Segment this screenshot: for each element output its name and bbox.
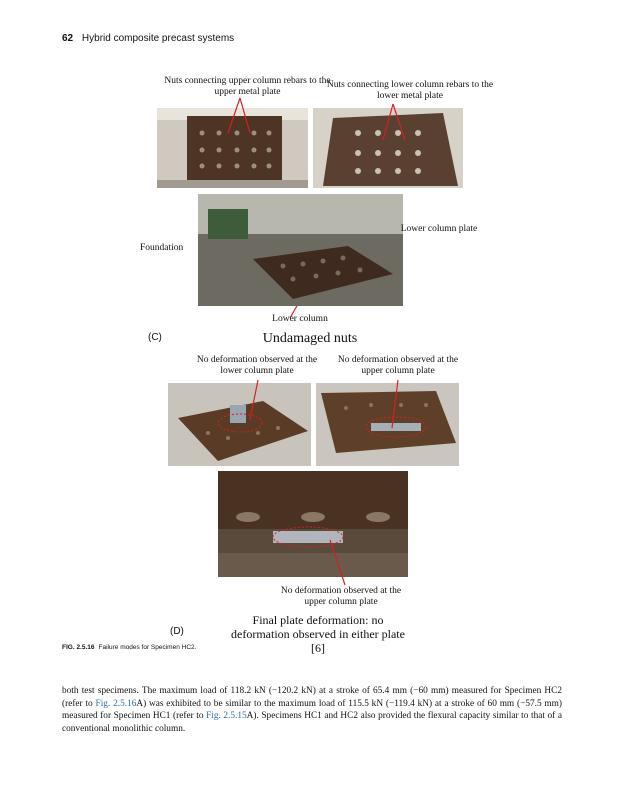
annotation-foundation: Foundation [140,243,184,253]
annotation-lower-column-plate: Lower column plate [400,224,478,234]
figure-caption [62,644,196,651]
figure-link-2-5-15[interactable]: Fig. 2.5.15 [206,711,247,721]
annotation-upper-plate-ok: No deformation observed at the upper column plate [337,355,459,376]
page-number: 62 [62,33,74,44]
paragraph-text-3: A). Specimens HC1 and HC2 also provided the flexural capacity similar to that of a conventional monolithic column. [62,711,562,734]
annotation-lower-column: Lower column [272,314,328,324]
annotation-lower-plate-ok: No deformation observed at the lower column plate [196,355,318,376]
body-paragraph [62,685,562,735]
panel-c-label: (C) [148,332,162,343]
figure-caption-text: Failure modes for Specimen HC2. [98,644,197,651]
figure-link-2-5-16[interactable]: Fig. 2.5.16 [95,698,137,709]
annotation-upper-nuts: Nuts connecting upper column rebars to the upper metal plate [164,76,331,97]
paragraph-text-1: both test specimens. The maximum load of 118.2 kN (−120.2 kN) at a stroke of 65.4 mm (−60 mm) measured for Specimen HC2 (refer to [62,686,562,709]
panel-c-heading: Undamaged nuts [262,331,358,346]
panel-d-heading: Final plate deformation: no deformation observed in either plate [6] [231,613,405,655]
book-title: Hybrid composite precast systems [81,33,235,44]
paragraph-text-2: A) was exhibited to be similar to the maximum load of 115.5 kN (−119.4 kN) at a stroke of 60 mm (−57.5 mm) measured for Specimen HC1 (refer to [62,698,562,721]
figure-number: FIG. 2.5.16 [62,644,95,651]
annotation-upper-plate-ok-2: No deformation observed at the upper column plate [280,586,402,607]
panel-d-label: (D) [170,626,184,637]
annotation-lower-nuts: Nuts connecting lower column rebars to the lower metal plate [326,80,494,101]
